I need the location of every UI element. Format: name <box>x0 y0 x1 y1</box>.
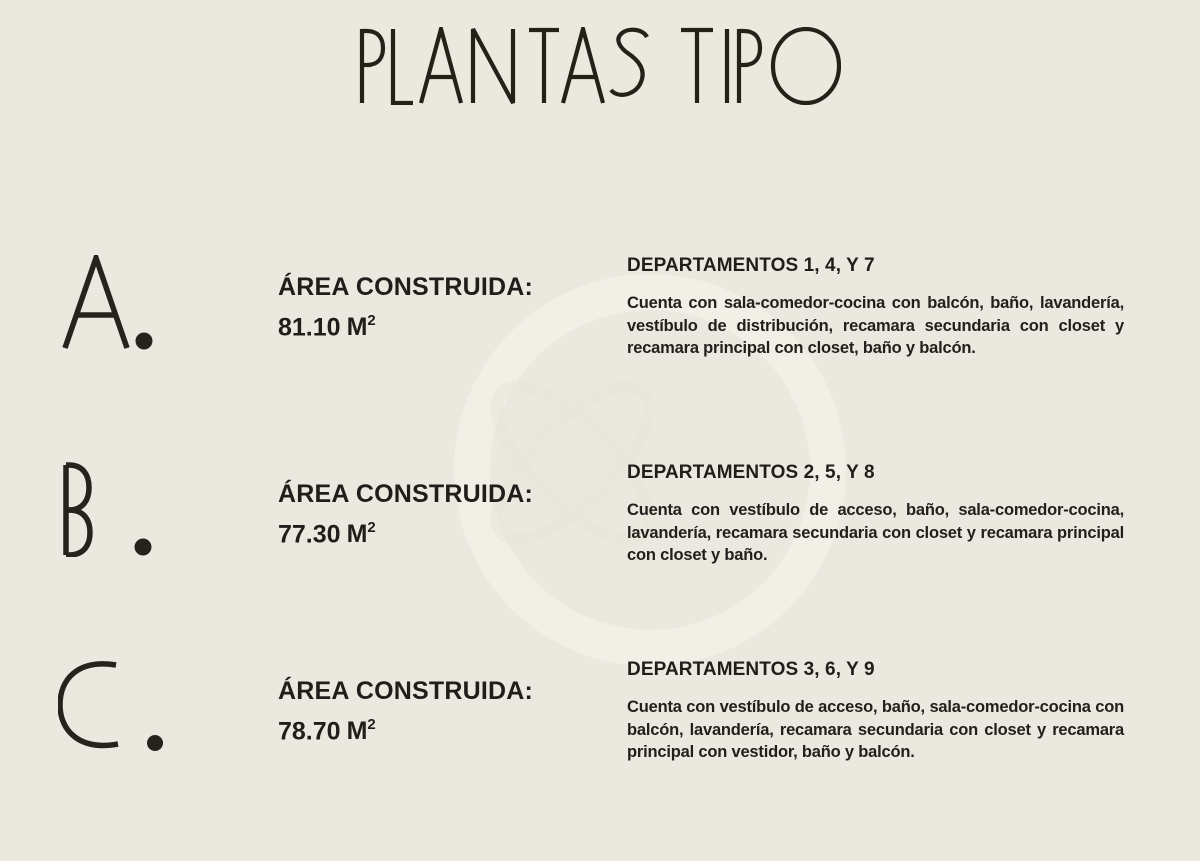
area-value-exponent: 2 <box>367 519 376 536</box>
plan-section-b <box>0 455 1200 660</box>
plan-letter-c <box>58 659 173 754</box>
area-value-unit: M <box>346 313 368 342</box>
area-construida-value <box>278 307 533 342</box>
area-construida-label: ÁREA CONSTRUIDA: <box>278 677 534 705</box>
plan-section-a <box>0 248 1200 453</box>
area-value-number: 77.30 <box>278 520 341 549</box>
area-value-unit: M <box>346 520 368 549</box>
letter-a-glyph <box>58 255 193 350</box>
departments-description: Cuenta con vestíbulo de acceso, baño, sala-comedor-cocina con balcón, lavandería, recamara secundaria con closet y recamara principal con vestidor, baño y balcón. <box>627 698 1124 761</box>
plan-letter-b <box>58 462 158 557</box>
letter-b-glyph <box>58 462 158 557</box>
area-construida-block <box>278 676 533 746</box>
departments-title: DEPARTAMENTOS 2, 5, Y 8 <box>627 462 875 483</box>
area-construida-label: ÁREA CONSTRUIDA: <box>278 273 534 301</box>
plan-section-c <box>0 652 1200 857</box>
area-construida-label: ÁREA CONSTRUIDA: <box>278 480 534 508</box>
area-construida-value <box>278 514 533 549</box>
departments-block <box>627 461 1124 567</box>
page-title <box>359 27 841 105</box>
area-value-exponent: 2 <box>367 716 376 733</box>
page-title-lettering <box>359 27 841 105</box>
departments-description: Cuenta con vestíbulo de acceso, baño, sala-comedor-cocina, lavandería, recamara secundaria con closet y recamara principal con closet y baño. <box>627 501 1124 564</box>
plan-letter-a <box>58 255 193 350</box>
area-value-unit: M <box>346 717 368 746</box>
page-title-text <box>359 105 360 106</box>
area-construida-value <box>278 711 533 746</box>
departments-title: DEPARTAMENTOS 3, 6, Y 9 <box>627 659 875 680</box>
departments-description: Cuenta con sala-comedor-cocina con balcón, baño, lavandería, vestíbulo de distribución, recamara secundaria con closet y recamara principal con closet, baño y balcón. <box>627 294 1124 357</box>
area-value-number: 78.70 <box>278 717 341 746</box>
area-construida-block <box>278 479 533 549</box>
departments-title: DEPARTAMENTOS 1, 4, Y 7 <box>627 255 875 276</box>
area-construida-block <box>278 272 533 342</box>
area-value-number: 81.10 <box>278 313 341 342</box>
letter-c-glyph <box>58 659 173 754</box>
area-value-exponent: 2 <box>367 312 376 329</box>
departments-block <box>627 658 1124 764</box>
departments-block <box>627 254 1124 360</box>
